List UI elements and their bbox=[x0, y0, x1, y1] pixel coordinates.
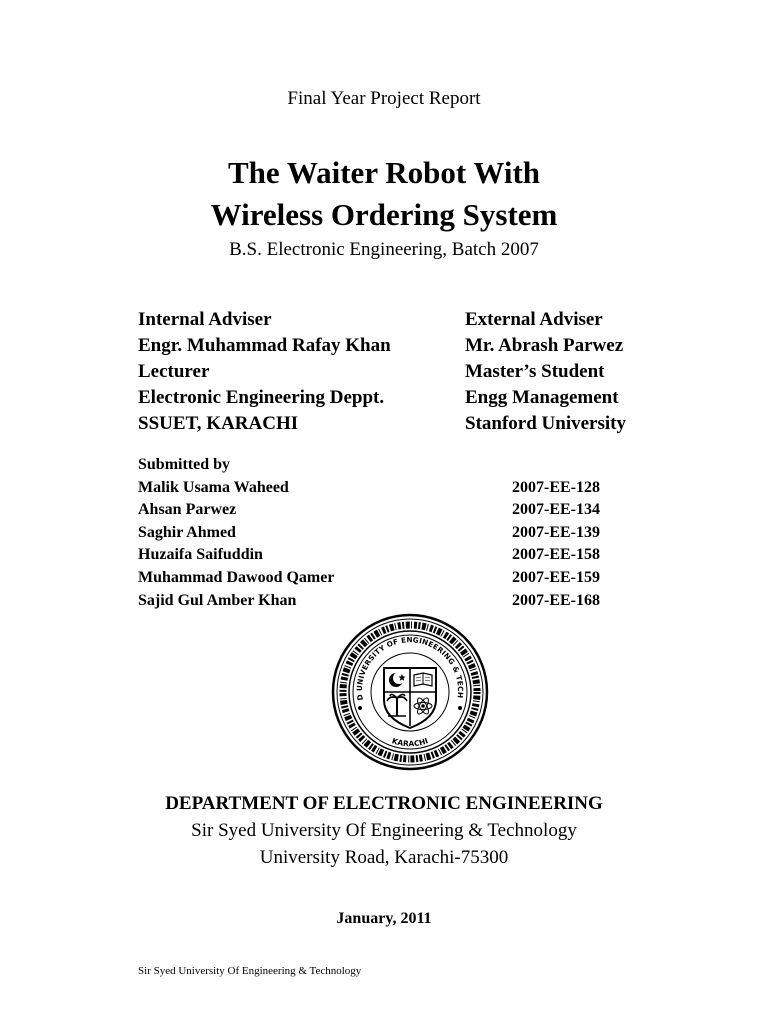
student-row bbox=[138, 567, 638, 590]
student-id: 2007-EE-158 bbox=[512, 546, 600, 564]
internal-adviser-heading: Internal Adviser bbox=[138, 309, 272, 330]
title-line-2: Wireless Ordering System bbox=[210, 197, 558, 232]
degree: B.S. Electronic Engineering, Batch 2007 bbox=[229, 239, 539, 260]
student-row bbox=[138, 477, 638, 500]
student-id: 2007-EE-134 bbox=[512, 501, 600, 519]
internal-adviser-department: Electronic Engineering Deppt. bbox=[138, 387, 385, 408]
external-adviser-name: Mr. Abrash Parwez bbox=[465, 335, 624, 356]
external-adviser-department: Engg Management bbox=[465, 387, 619, 408]
student-row bbox=[138, 522, 638, 545]
student-row bbox=[138, 499, 638, 522]
student-row bbox=[138, 544, 638, 567]
student-id: 2007-EE-168 bbox=[512, 591, 600, 609]
seal-top-text: D UNIVERSITY OF ENGINEERING & TECH bbox=[354, 635, 466, 702]
report-date: January, 2011 bbox=[336, 910, 432, 927]
student-row bbox=[138, 590, 638, 613]
report-kind: Final Year Project Report bbox=[287, 88, 481, 109]
student-name: Saghir Ahmed bbox=[138, 523, 236, 541]
student-list bbox=[138, 454, 638, 612]
svg-text:KARACHI bbox=[391, 736, 430, 748]
external-adviser-heading: External Adviser bbox=[465, 309, 603, 330]
student-name: Sajid Gul Amber Khan bbox=[138, 591, 297, 609]
student-name: Ahsan Parwez bbox=[138, 501, 237, 519]
department-name: DEPARTMENT OF ELECTRONIC ENGINEERING bbox=[165, 793, 603, 814]
page-footer: Sir Syed University Of Engineering & Technology bbox=[138, 965, 362, 977]
university-seal-icon bbox=[330, 612, 490, 772]
external-adviser-block bbox=[465, 307, 626, 437]
student-id: 2007-EE-128 bbox=[512, 478, 600, 496]
title-line-1: The Waiter Robot With bbox=[227, 155, 541, 190]
student-name: Malik Usama Waheed bbox=[138, 478, 289, 496]
external-adviser-designation: Master’s Student bbox=[465, 361, 605, 382]
internal-adviser-name: Engr. Muhammad Rafay Khan bbox=[138, 335, 391, 356]
internal-adviser-designation: Lecturer bbox=[138, 361, 210, 382]
seal-bottom-text: KARACHI bbox=[390, 736, 430, 749]
university-name: Sir Syed University Of Engineering & Technology bbox=[191, 820, 577, 841]
internal-adviser-block bbox=[138, 307, 391, 437]
university-address: University Road, Karachi-75300 bbox=[259, 847, 509, 868]
student-id: 2007-EE-159 bbox=[512, 568, 600, 586]
student-id: 2007-EE-139 bbox=[512, 523, 600, 541]
student-name: Muhammad Dawood Qamer bbox=[138, 568, 335, 586]
student-name: Huzaifa Saifuddin bbox=[138, 546, 263, 564]
external-adviser-institution: Stanford University bbox=[465, 413, 626, 434]
internal-adviser-institution: SSUET, KARACHI bbox=[138, 413, 299, 434]
submitted-by-label: Submitted by bbox=[138, 456, 231, 473]
